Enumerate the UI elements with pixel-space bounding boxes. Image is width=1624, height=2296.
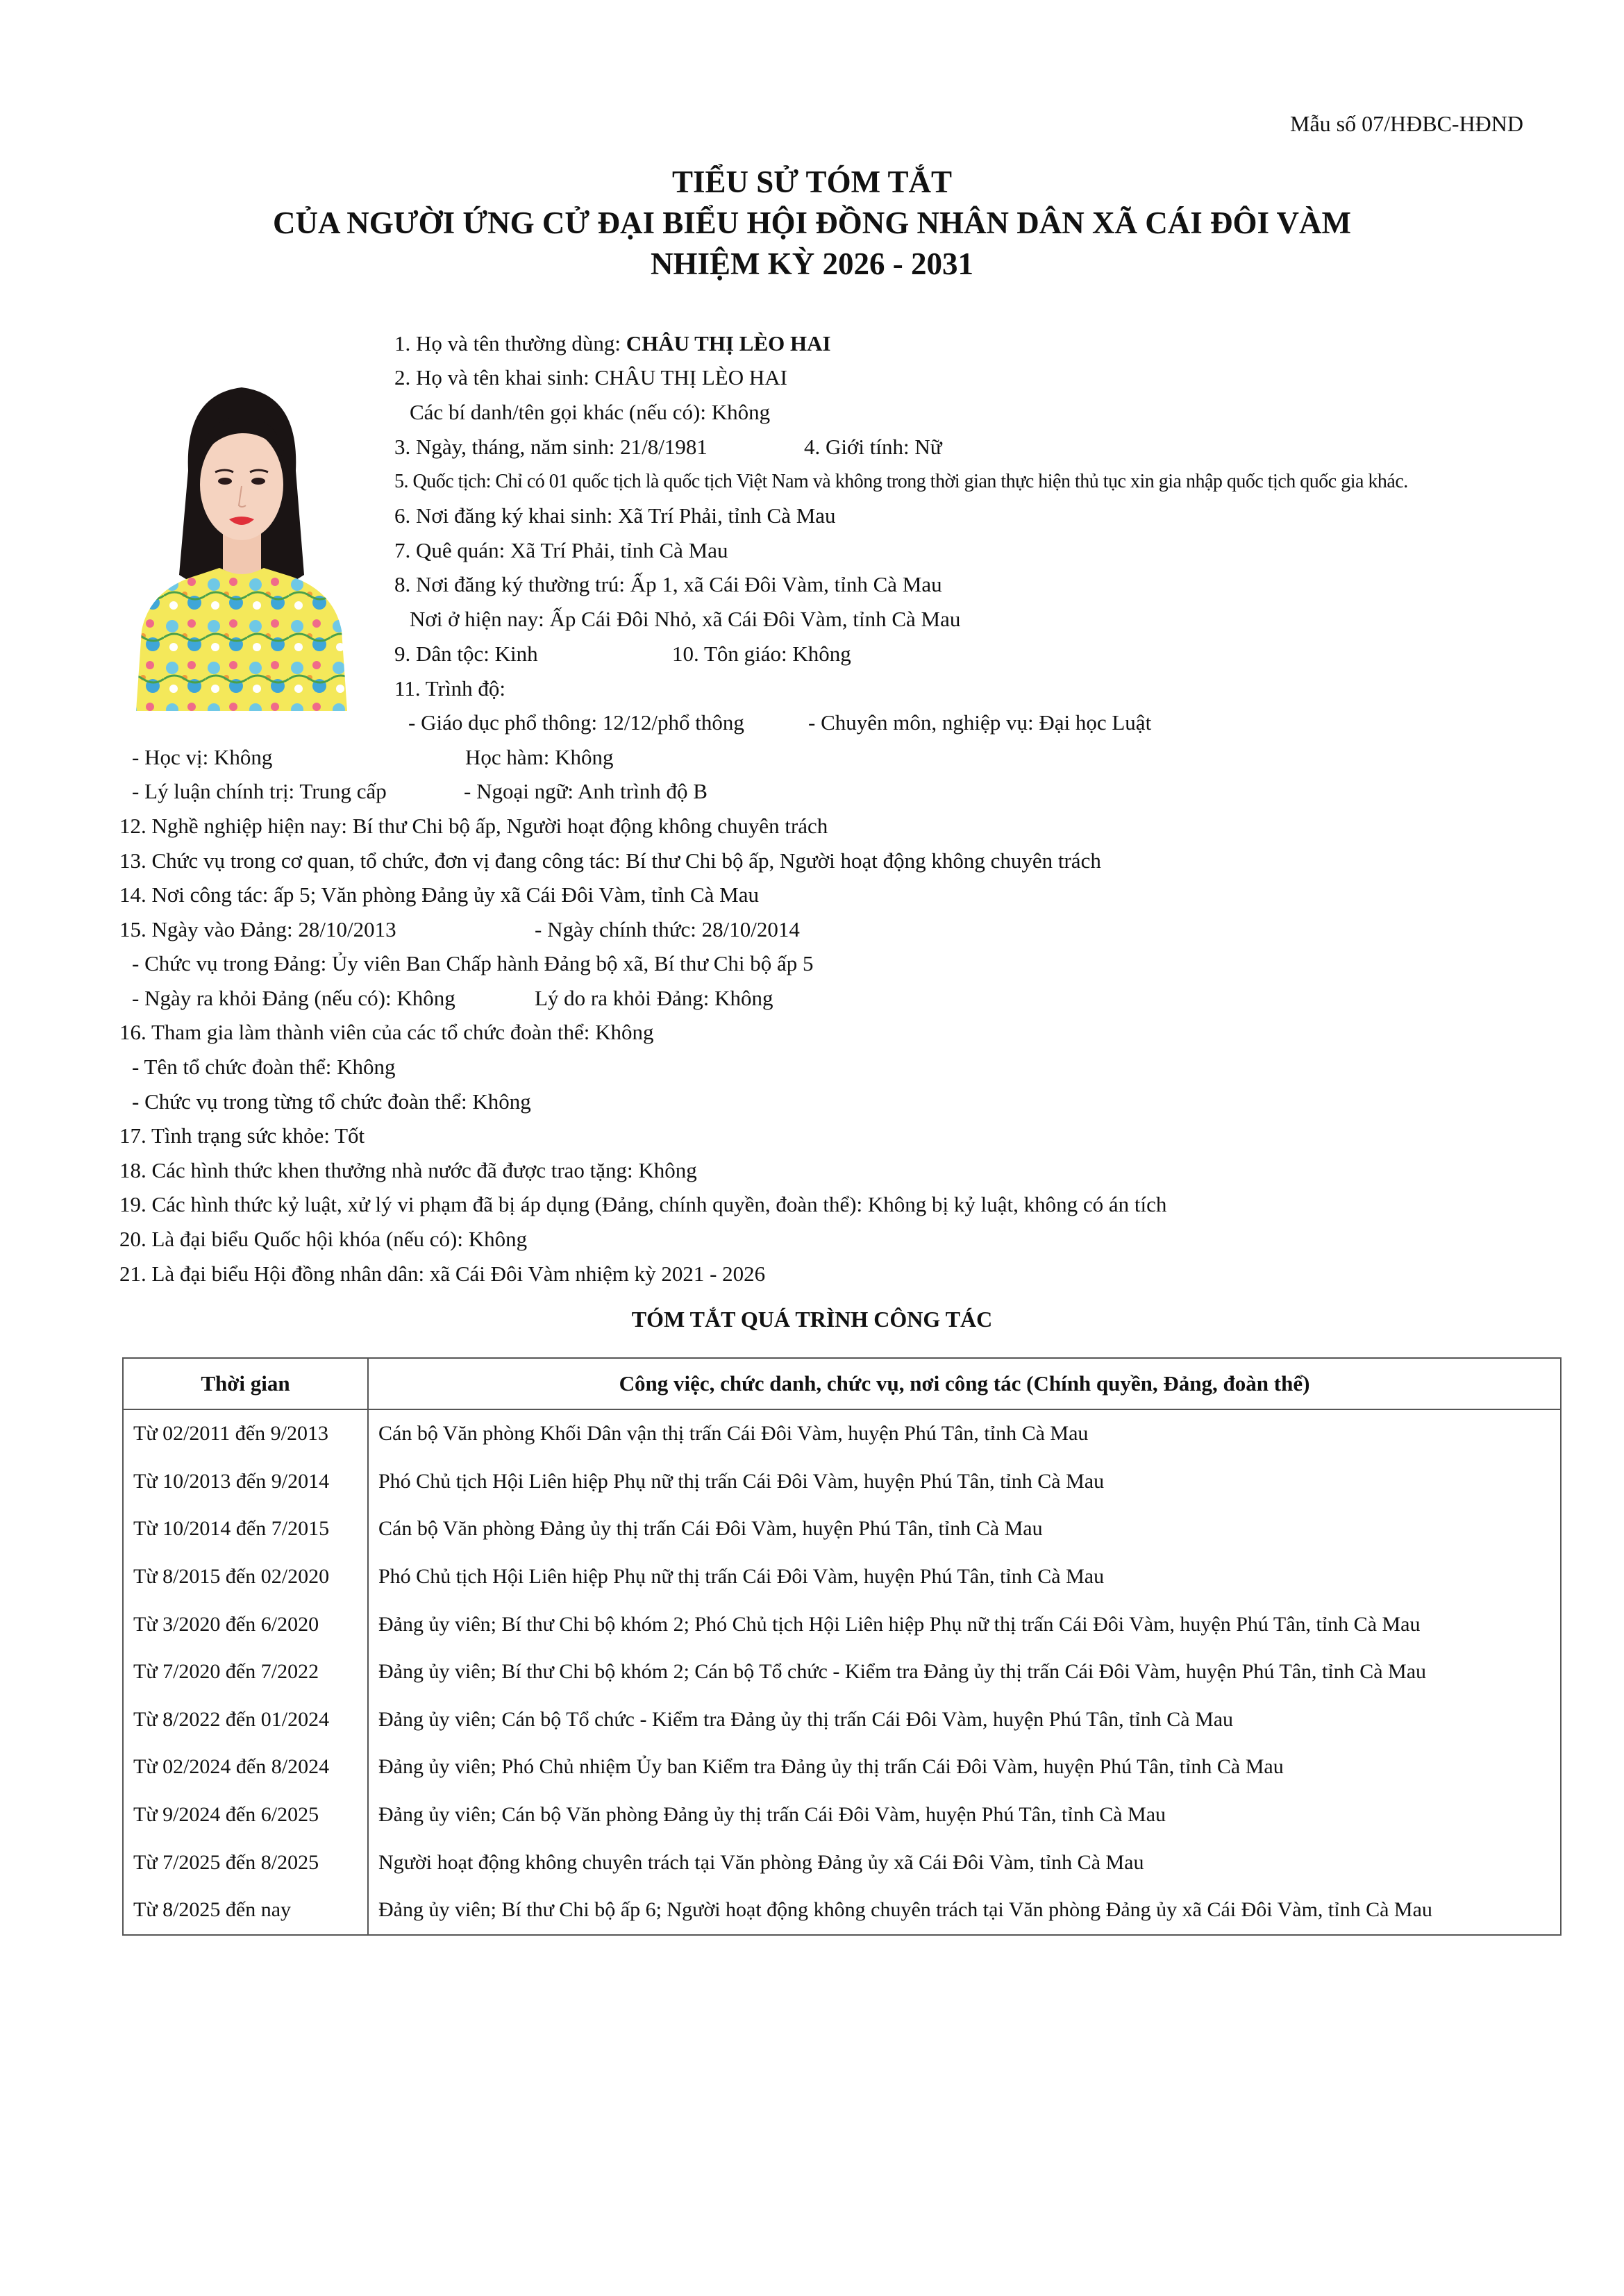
field-gender: 4. Giới tính: Nữ (804, 435, 942, 459)
field-health: 17. Tình trạng sức khỏe: Tốt (119, 1123, 365, 1148)
cell-time: Từ 7/2020 đến 7/2022 (123, 1648, 368, 1696)
document-subtitle: CỦA NGƯỜI ỨNG CỬ ĐẠI BIỂU HỘI ĐỒNG NHÂN DÂN XÃ CÁI ĐÔI VÀM (273, 206, 1351, 240)
field-national-assembly: 20. Là đại biểu Quốc hội khóa (nếu có): Không (119, 1227, 528, 1251)
table-row (123, 1648, 1561, 1696)
field-party-join-date: 15. Ngày vào Đảng: 28/10/2013 (119, 917, 396, 941)
candidate-name: CHÂU THỊ LÈO HAI (626, 331, 831, 355)
field-organizations: 16. Tham gia làm thành viên của các tổ chức đoàn thể: Không (119, 1020, 654, 1044)
cell-position: Đảng ủy viên; Cán bộ Tổ chức - Kiểm tra Đảng ủy thị trấn Cái Đôi Vàm, huyện Phú Tân, tỉnh Cà Mau (368, 1696, 1561, 1744)
document-title: TIỂU SỬ TÓM TẮT (671, 165, 953, 199)
field-occupation: 12. Nghề nghiệp hiện nay: Bí thư Chi bộ ấp, Người hoạt động không chuyên trách (119, 814, 828, 838)
field-education-heading: 11. Trình độ: (394, 676, 505, 701)
field-awards: 18. Các hình thức khen thưởng nhà nước đã được trao tặng: Không (119, 1158, 697, 1182)
field-current-residence: Nơi ở hiện nay: Ấp Cái Đôi Nhỏ, xã Cái Đôi Vàm, tỉnh Cà Mau (410, 607, 961, 631)
table-row (123, 1409, 1561, 1458)
field-religion: 10. Tôn giáo: Không (672, 642, 851, 666)
cell-position: Người hoạt động không chuyên trách tại Văn phòng Đảng ủy xã Cái Đôi Vàm, tỉnh Cà Mau (368, 1838, 1561, 1886)
cell-time: Từ 8/2022 đến 01/2024 (123, 1696, 368, 1744)
field-date-of-birth: 3. Ngày, tháng, năm sinh: 21/8/1981 (394, 435, 708, 459)
table-header-row (123, 1358, 1561, 1409)
header-time: Thời gian (123, 1358, 368, 1409)
field-permanent-residence: 8. Nơi đăng ký thường trú: Ấp 1, xã Cái Đôi Vàm, tỉnh Cà Mau (394, 572, 942, 596)
cell-time: Từ 7/2025 đến 8/2025 (123, 1838, 368, 1886)
form-code: Mẫu số 07/HĐBC-HĐND (1290, 111, 1523, 136)
cell-time: Từ 02/2024 đến 8/2024 (123, 1743, 368, 1791)
cell-time: Từ 02/2011 đến 9/2013 (123, 1409, 368, 1458)
work-history-table (122, 1357, 1562, 1936)
cell-time: Từ 8/2015 đến 02/2020 (123, 1553, 368, 1601)
field-nationality: 5. Quốc tịch: Chỉ có 01 quốc tịch là quốc tịch Việt Nam và không trong thời gian thực hiện thủ tục xin gia nhập quốc tịch quốc gia khác. (394, 471, 1408, 492)
cell-position: Phó Chủ tịch Hội Liên hiệp Phụ nữ thị trấn Cái Đôi Vàm, huyện Phú Tân, tỉnh Cà Mau (368, 1458, 1561, 1506)
candidate-photo (122, 367, 361, 711)
field-academic-title: Học hàm: Không (465, 745, 614, 769)
cell-time: Từ 8/2025 đến nay (123, 1886, 368, 1935)
cell-position: Phó Chủ tịch Hội Liên hiệp Phụ nữ thị trấn Cái Đôi Vàm, huyện Phú Tân, tỉnh Cà Mau (368, 1553, 1561, 1601)
field-party-position: - Chức vụ trong Đảng: Ủy viên Ban Chấp hành Đảng bộ xã, Bí thư Chi bộ ấp 5 (132, 951, 814, 975)
field-general-education: - Giáo dục phổ thông: 12/12/phổ thông (408, 710, 744, 735)
field-hometown: 7. Quê quán: Xã Trí Phải, tỉnh Cà Mau (394, 538, 728, 562)
document-term: NHIỆM KỲ 2026 - 2031 (651, 246, 973, 281)
field-position: 13. Chức vụ trong cơ quan, tổ chức, đơn vị đang công tác: Bí thư Chi bộ ấp, Người hoạt động không chuyên trách (119, 848, 1101, 873)
table-row (123, 1458, 1561, 1506)
field-organization-position: - Chức vụ trong từng tổ chức đoàn thể: Không (132, 1089, 531, 1114)
field-political-theory: - Lý luận chính trị: Trung cấp (132, 779, 387, 803)
cell-time: Từ 9/2024 đến 6/2025 (123, 1791, 368, 1839)
cell-time: Từ 10/2014 đến 7/2015 (123, 1505, 368, 1553)
table-row (123, 1696, 1561, 1744)
field-birth-registration: 6. Nơi đăng ký khai sinh: Xã Trí Phải, tỉnh Cà Mau (394, 503, 836, 528)
field-discipline: 19. Các hình thức kỷ luật, xử lý vi phạm đã bị áp dụng (Đảng, chính quyền, đoàn thể): Không bị kỷ luật, không có án tích (119, 1192, 1167, 1216)
field-party-leave-reason: Lý do ra khỏi Đảng: Không (535, 986, 773, 1010)
cell-position: Đảng ủy viên; Cán bộ Văn phòng Đảng ủy thị trấn Cái Đôi Vàm, huyện Phú Tân, tỉnh Cà Mau (368, 1791, 1561, 1839)
cell-position: Cán bộ Văn phòng Khối Dân vận thị trấn Cái Đôi Vàm, huyện Phú Tân, tỉnh Cà Mau (368, 1409, 1561, 1458)
cell-position: Đảng ủy viên; Bí thư Chi bộ ấp 6; Người hoạt động không chuyên trách tại Văn phòng Đảng ủy xã Cái Đôi Vàm, tỉnh Cà Mau (368, 1886, 1561, 1935)
table-row (123, 1600, 1561, 1648)
header-position: Công việc, chức danh, chức vụ, nơi công tác (Chính quyền, Đảng, đoàn thể) (368, 1358, 1561, 1409)
field-common-name: 1. Họ và tên thường dùng: CHÂU THỊ LÈO HAI (394, 331, 831, 355)
field-ethnicity: 9. Dân tộc: Kinh (394, 642, 538, 666)
cell-position: Đảng ủy viên; Phó Chủ nhiệm Ủy ban Kiểm tra Đảng ủy thị trấn Cái Đôi Vàm, huyện Phú Tân, tỉnh Cà Mau (368, 1743, 1561, 1791)
field-organization-name: - Tên tổ chức đoàn thể: Không (132, 1055, 396, 1079)
field-aliases: Các bí danh/tên gọi khác (nếu có): Không (410, 400, 771, 424)
field-party-leave-date: - Ngày ra khỏi Đảng (nếu có): Không (132, 986, 455, 1010)
field-party-official-date: - Ngày chính thức: 28/10/2014 (535, 917, 800, 941)
cell-position: Đảng ủy viên; Bí thư Chi bộ khóm 2; Cán bộ Tổ chức - Kiểm tra Đảng ủy thị trấn Cái Đôi Vàm, huyện Phú Tân, tỉnh Cà Mau (368, 1648, 1561, 1696)
work-history-title: TÓM TẮT QUÁ TRÌNH CÔNG TÁC (631, 1307, 993, 1332)
table-row (123, 1553, 1561, 1601)
table-row (123, 1743, 1561, 1791)
field-workplace: 14. Nơi công tác: ấp 5; Văn phòng Đảng ủy xã Cái Đôi Vàm, tỉnh Cà Mau (119, 882, 759, 907)
field-birth-name: 2. Họ và tên khai sinh: CHÂU THỊ LÈO HAI (394, 365, 787, 389)
table-row (123, 1505, 1561, 1553)
field-foreign-language: - Ngoại ngữ: Anh trình độ B (464, 779, 708, 803)
field-specialization: - Chuyên môn, nghiệp vụ: Đại học Luật (808, 710, 1152, 735)
table-row (123, 1886, 1561, 1935)
cell-position: Đảng ủy viên; Bí thư Chi bộ khóm 2; Phó Chủ tịch Hội Liên hiệp Phụ nữ thị trấn Cái Đôi Vàm, huyện Phú Tân, tỉnh Cà Mau (368, 1600, 1561, 1648)
table-row (123, 1838, 1561, 1886)
table-row (123, 1791, 1561, 1839)
field-degree: - Học vị: Không (132, 745, 273, 769)
cell-time: Từ 3/2020 đến 6/2020 (123, 1600, 368, 1648)
cell-position: Cán bộ Văn phòng Đảng ủy thị trấn Cái Đôi Vàm, huyện Phú Tân, tỉnh Cà Mau (368, 1505, 1561, 1553)
field-people-council: 21. Là đại biểu Hội đồng nhân dân: xã Cái Đôi Vàm nhiệm kỳ 2021 - 2026 (119, 1262, 766, 1286)
cell-time: Từ 10/2013 đến 9/2014 (123, 1458, 368, 1506)
